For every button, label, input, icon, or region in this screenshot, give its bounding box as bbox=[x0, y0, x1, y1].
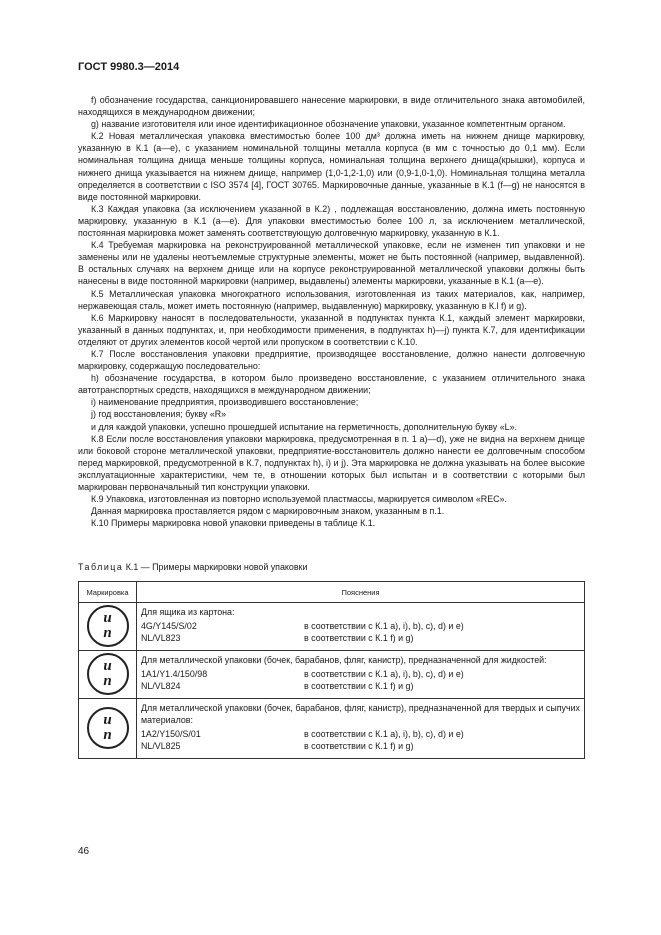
marking-code: NL/VL825 bbox=[141, 741, 181, 751]
marking-code: NL/VL824 bbox=[141, 681, 181, 691]
notes-cell bbox=[137, 603, 585, 651]
table-row bbox=[79, 699, 585, 759]
marking-table bbox=[78, 581, 585, 759]
page-number: 46 bbox=[78, 846, 90, 857]
table-caption-prefix: Таблица bbox=[78, 562, 124, 572]
marking-cell bbox=[79, 603, 137, 651]
paragraph: К.2 Новая металлическая упаковка вместимостью более 100 дм³ должна иметь на нижнем днище маркировку, указанную в К.1 (а—е), с указанием номинальной толщины металла корпуса (в мм с точностью до 0,1 мм). Если номинальная толщина днища меньше толщины корпуса, номинальная толщина верхнего днища(крышки), корпуса и нижнего днища указывается на нижнем днище, например (1,0-1,2-1,0) или (0,9-1,0-1,0). Номинальная толщина металла определяется в соответствии с ISO 3574 [4], ГОСТ 30765. Маркировочные данные, указанные в К.1 (f—g) не наносятся в виде постоянной маркировки. bbox=[78, 131, 585, 202]
paragraph: h) обозначение государства, в котором было произведено восстановление, с указанием отличительного знака автотранспортных средств, находящихся в международном движении; bbox=[78, 373, 585, 396]
marking-note: в соответствии с К.1 f) и g) bbox=[304, 633, 414, 643]
paragraph: j) год восстановления; букву «R» bbox=[91, 409, 227, 420]
un-packaging-symbol-icon: u n bbox=[87, 707, 129, 749]
paragraph: К.10 Примеры маркировка новой упаковки приведены в таблице К.1. bbox=[91, 518, 376, 529]
paragraph: Данная маркировка проставляется рядом с маркировочным знаком, указанным в п.1. bbox=[91, 506, 445, 517]
marking-cell bbox=[79, 651, 137, 699]
marking-line bbox=[141, 680, 580, 692]
row-title: Для металлической упаковки (бочек, барабанов, фляг, канистр), предназначенной для твердых и сыпучих материалов: bbox=[141, 703, 580, 725]
row-title: Для ящика из картона: bbox=[141, 607, 235, 617]
paragraph: и для каждой упаковки, успешно прошедшей испытание на герметичность, дополнительную букву «L». bbox=[91, 421, 517, 432]
paragraph: К.6 Маркировку наносят в последовательности, указанной в подпунктах пункта К.1, каждый элемент маркировки, указанный в данных подпунктах, и, при необходимости применения, в подпунктах h)—j) пункта К.7, для идентификации отделяют от других элементов косой чертой или пропуском в соответствии с К.10. bbox=[78, 312, 585, 347]
marking-note: в соответствии с К.1 f) и g) bbox=[304, 681, 414, 691]
paragraph: К.7 После восстановления упаковки предприятие, производящее восстановление, должно нанести долговечную маркировку, содержащую последовательно: bbox=[78, 348, 585, 372]
notes-cell bbox=[137, 651, 585, 699]
column-header-marking: Маркировка bbox=[79, 582, 137, 603]
row-title: Для металлической упаковки (бочек, барабанов, фляг, канистр), предназначенной для жидкостей: bbox=[141, 655, 547, 665]
marking-cell bbox=[79, 699, 137, 759]
table-row bbox=[79, 603, 585, 651]
column-header-notes: Пояснения bbox=[137, 582, 585, 603]
marking-code: 4G/Y145/S/02 bbox=[141, 621, 197, 631]
body-text bbox=[78, 94, 585, 529]
paragraph: К.5 Металлическая упаковка многократного использования, изготовленная из таких материалов, как, например, нержавеющая сталь, может иметь постоянную (например, выдавленную) маркировку, указанную в К.l f) и g). bbox=[78, 288, 585, 311]
marking-line bbox=[141, 728, 580, 740]
notes-cell bbox=[137, 699, 585, 759]
marking-line bbox=[141, 740, 580, 752]
marking-line bbox=[141, 620, 580, 632]
un-packaging-symbol-icon: u n bbox=[87, 653, 129, 695]
paragraph: f) обозначение государства, санкционировавшего нанесение маркировки, в виде отличительного знака автомобилей, находящихся в международном движении; bbox=[78, 95, 585, 118]
paragraph: К.9 Упаковка, изготовленная из повторно используемой пластмассы, маркируется символом «REC». bbox=[91, 494, 507, 505]
table-row bbox=[79, 651, 585, 699]
paragraph: К.4 Требуемая маркировка на реконструированной металлической упаковке, если не изменен тип упаковки и не заменены или не удалены неотъемлемые структурные элементы, может не быть постоянной (например, выдавленной). В остальных случаях на верхнем днище или на корпусе реконструированной металлической упаковки должны быть нанесены в виде постоянной маркировки (например, выдавлены) элементы маркировки, указанные в К.1 (а—е). bbox=[78, 240, 585, 287]
marking-note: в соответствии с К.1 f) и g) bbox=[304, 741, 414, 751]
marking-line bbox=[141, 668, 580, 680]
table-header-row bbox=[79, 582, 585, 603]
paragraph: g) название изготовителя или иное идентификационное обозначение упаковки, указанное компетентным органом. bbox=[91, 119, 566, 130]
marking-note: в соответствии с К.1 а), i), b), c), d) и е) bbox=[304, 621, 464, 631]
paragraph: К.3 Каждая упаковка (за исключением указанной в К.2) , подлежащая восстановлению, должна иметь постоянную маркировку, указанную в К.1 (а—е). Для упаковки вместимостью более 100 л, за исключением металлической, постоянная маркировка может заменять соответствующую долговечную маркировку, указанную в К.1. bbox=[78, 203, 585, 239]
marking-line bbox=[141, 632, 580, 644]
marking-code: 1A1/Y1.4/150/98 bbox=[141, 669, 208, 679]
un-packaging-symbol-icon: u n bbox=[87, 605, 129, 647]
table-caption bbox=[78, 562, 307, 572]
marking-code: NL/VL823 bbox=[141, 633, 181, 643]
page-header: ГОСТ 9980.3—2014 bbox=[78, 61, 180, 73]
table-caption-text: К.1 — Примеры маркировки новой упаковки bbox=[123, 562, 308, 572]
paragraph: К.8 Если после восстановления упаковки маркировка, предусмотренная в п. 1 а)—d), уже не видна на верхнем днище или боковой стороне металлической упаковки, предприятие-восстановитель должно нанести ее долговечным способом перед маркировкой, предусмотренной в К.7, подпунктах h), i) и j). Эта маркировка не должна указывать на более высокие эксплуатационные характеристики, чем те, в отношении которых был испытан и в соответствии с которыми был маркирован первоначальный тип конструкции упаковки. bbox=[78, 433, 585, 492]
paragraph: i) наименование предприятия, производившего восстановление; bbox=[91, 397, 359, 408]
marking-note: в соответствии с К.1 а), i), b), c), d) и е) bbox=[304, 729, 464, 739]
marking-note: в соответствии с К.1 а), i), b), c), d) и е) bbox=[304, 669, 464, 679]
marking-code: 1A2/Y150/S/01 bbox=[141, 729, 201, 739]
